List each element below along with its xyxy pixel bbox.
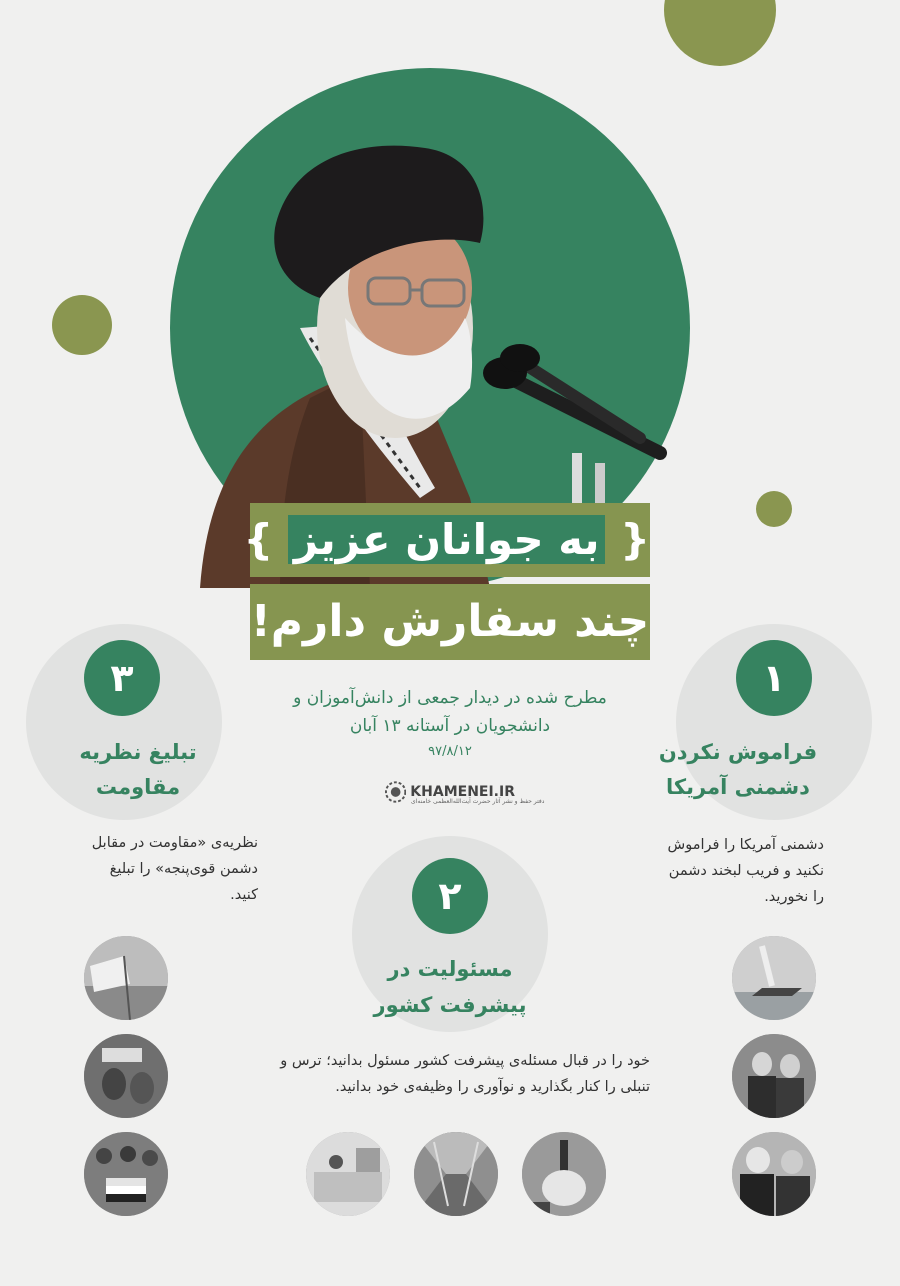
thumb-laboratory: [306, 1132, 390, 1216]
thumb-handshake-2: [732, 1132, 816, 1216]
point-2-heading-line1: مسئولیت در: [387, 957, 513, 981]
intro-text: مطرح شده در دیدار جمعی از دانش‌آموزان و دانشجویان در آستانه ۱۳ آبان: [293, 688, 607, 736]
decor-dot-top: [664, 0, 776, 66]
logo-emblem-icon: [385, 781, 406, 803]
title-brace-open: {: [620, 515, 650, 564]
thumb-flag-hill: [84, 936, 168, 1020]
decor-dot-right: [756, 491, 792, 527]
thumb-handshake-1: [732, 1034, 816, 1118]
title-line-2: چند سفارش دارم!: [250, 584, 650, 660]
intro-date: ۹۷/۸/۱۲: [428, 744, 472, 759]
thumb-centrifuge-hall: [414, 1132, 498, 1216]
title-brace-close: }: [243, 515, 274, 564]
thumb-fighters: [84, 1034, 168, 1118]
title-highlight: به جوانان عزیز: [288, 515, 606, 564]
point-2-number: ۲: [412, 858, 488, 934]
title-line-1: [243, 503, 650, 577]
point-1-number: ۱: [736, 640, 812, 716]
khamenei-logo: [385, 778, 545, 806]
point-3-heading-line2: مقاومت: [95, 775, 181, 799]
logo-text: KHAMENEI.IR: [410, 784, 515, 800]
point-1-heading-line1: فراموش نکردن: [658, 740, 818, 764]
point-3-heading-line1: تبلیغ نظریه: [79, 740, 197, 764]
point-2-body: خود را در قبال مسئله‌ی پیشرفت کشور مسئول بدانید؛ ترس و تنبلی را کنار بگذارید و نوآوری را وظیفه‌ی خود بدانید.: [280, 1053, 650, 1095]
point-2-heading-line2: پیشرفت کشور: [373, 993, 527, 1017]
thumb-missile-launch: [732, 936, 816, 1020]
decor-dot-left: [52, 295, 112, 355]
point-3-number: ۳: [84, 640, 160, 716]
point-1-heading-line2: دشمنی آمریکا: [666, 775, 810, 799]
thumb-rocket-launch: [522, 1132, 606, 1216]
point-3-body: نظریه‌ی «مقاومت در مقابل دشمن قوی‌پنجه» را تبلیغ کنید.: [91, 835, 258, 903]
logo-tagline: دفتر حفظ و نشر آثار حضرت آیت‌الله‌العظمی خامنه‌ای: [411, 798, 545, 805]
thumb-crowd-flag: [84, 1132, 168, 1216]
point-1-body: دشمنی آمریکا را فراموش نکنید و فریب لبخند دشمن را نخورید.: [667, 837, 824, 905]
